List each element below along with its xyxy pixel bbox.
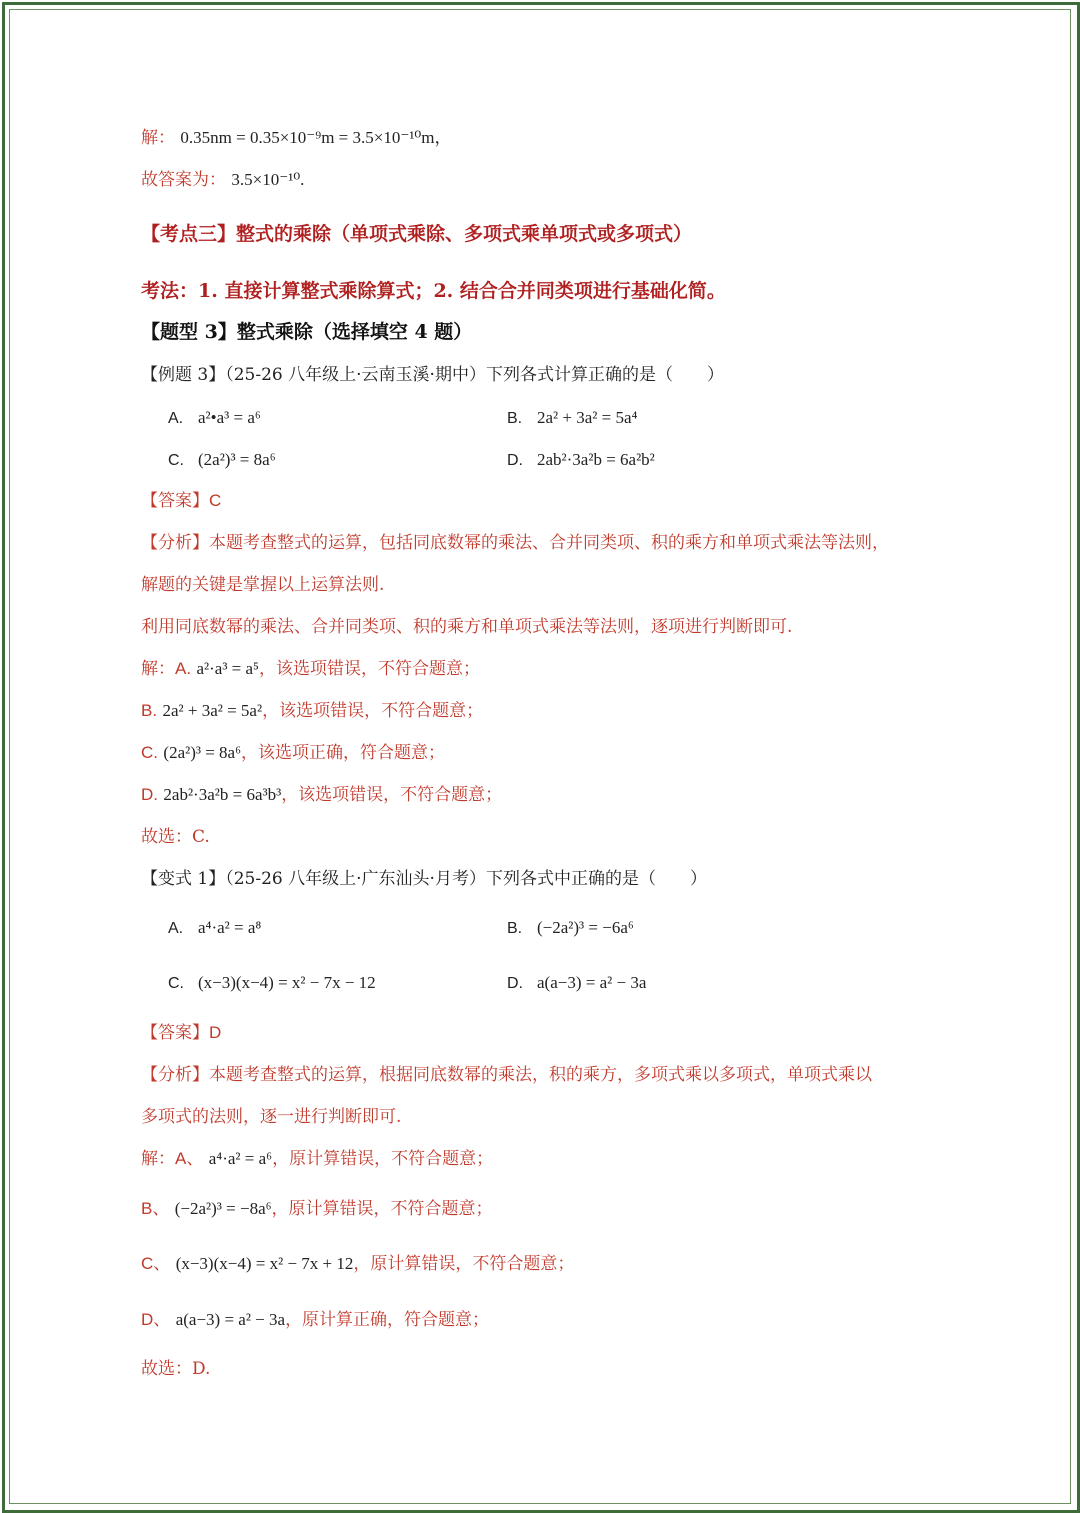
analysis-text: 本题考查整式的运算，包括同底数幂的乘法、合并同类项、积的乘方和单项式乘法等法则， xyxy=(209,533,889,553)
option-expr: (2a²)³ = 8a⁶ xyxy=(198,450,276,469)
variant-source: （25-26 八年级上·广东汕头·月考）下列各式中正确的是（ ） xyxy=(225,869,707,889)
analysis-tag: 【分析】 xyxy=(141,533,209,553)
example-option-c xyxy=(168,450,276,470)
variant-question xyxy=(141,868,707,890)
step-note: ，原计算错误，不符合题意； xyxy=(272,1149,494,1169)
step-label: B、 xyxy=(141,1199,170,1218)
prev-answer-label: 故答案为： xyxy=(141,170,226,190)
example-answer xyxy=(141,490,221,512)
step-note: ，该选项错误，不符合题意； xyxy=(281,785,503,805)
option-label: D. xyxy=(507,975,523,992)
option-label: B. xyxy=(507,410,523,427)
step-note: ，原计算正确，符合题意； xyxy=(285,1310,490,1330)
example-option-a xyxy=(168,408,261,428)
step-label: D. xyxy=(141,785,158,804)
analysis-text: 本题考查整式的运算，根据同底数幂的乘法，积的乘方，多项式乘以多项式，单项式乘以 xyxy=(209,1065,872,1085)
variant-tag: 【变式 1】 xyxy=(141,869,226,889)
option-expr: a⁴·a² = a⁸ xyxy=(198,918,262,937)
step-expr: 2ab²·3a²b = 6a³b³ xyxy=(163,785,282,804)
variant-answer xyxy=(141,1022,221,1044)
example-step-b xyxy=(141,700,483,722)
variant-conclusion: 故选：D. xyxy=(141,1359,211,1379)
analysis-tag: 【分析】 xyxy=(141,1065,209,1085)
step-label: C. xyxy=(141,743,158,762)
step-expr: (−2a²)³ = −8a⁶ xyxy=(174,1199,272,1218)
variant-step-b xyxy=(141,1198,493,1220)
answer-tag: 【答案】 xyxy=(141,491,209,511)
option-expr: (x−3)(x−4) = x² − 7x − 12 xyxy=(198,973,376,992)
step-expr: a²·a³ = a⁵ xyxy=(196,659,259,678)
answer-value: D xyxy=(209,1023,222,1042)
variant-analysis-2: 多项式的法则，逐一进行判断即可. xyxy=(141,1107,402,1127)
option-expr: (−2a²)³ = −6a⁶ xyxy=(537,918,634,937)
variant-analysis-1 xyxy=(141,1064,872,1086)
example-analysis-3: 利用同底数幂的乘法、合并同类项、积的乘方和单项式乘法等法则，逐项进行判断即可. xyxy=(141,617,793,637)
option-label: A. xyxy=(168,920,184,937)
prev-solution-expr: 0.35nm = 0.35×10⁻⁹m = 3.5×10⁻¹⁰m， xyxy=(180,128,452,147)
prev-solution-label: 解： xyxy=(141,128,175,148)
option-label: C. xyxy=(168,452,184,469)
option-expr: 2ab²·3a²b = 6a²b² xyxy=(537,450,655,469)
example-option-b xyxy=(507,408,637,428)
step-note: ，原计算错误，不符合题意； xyxy=(353,1254,575,1274)
option-label: A. xyxy=(168,410,184,427)
step-note: ，该选项正确，符合题意； xyxy=(241,743,446,763)
example-analysis-2: 解题的关键是掌握以上运算法则. xyxy=(141,575,385,595)
prev-answer-expr: 3.5×10⁻¹⁰. xyxy=(231,170,305,189)
option-expr: 2a² + 3a² = 5a⁴ xyxy=(537,408,638,427)
variant-step-c xyxy=(141,1253,574,1275)
option-expr: a²•a³ = a⁶ xyxy=(198,408,261,427)
answer-value: C xyxy=(209,491,222,510)
step-expr: a⁴·a² = a⁶ xyxy=(208,1149,273,1168)
option-label: D. xyxy=(507,452,523,469)
step-expr: (2a²)³ = 8a⁶ xyxy=(163,743,242,762)
example-option-d xyxy=(507,450,655,470)
prev-answer-line xyxy=(141,169,304,191)
example-question xyxy=(141,364,724,386)
variant-step-a xyxy=(141,1148,493,1170)
variant-step-d xyxy=(141,1309,489,1331)
step-label: A. xyxy=(175,659,192,678)
variant-option-c xyxy=(168,973,376,993)
example-step-c xyxy=(141,742,445,764)
example-tag: 【例题 3】 xyxy=(141,365,226,385)
variant-option-a xyxy=(168,918,261,938)
step-label: B. xyxy=(141,701,158,720)
answer-tag: 【答案】 xyxy=(141,1023,209,1043)
example-step-a xyxy=(141,658,480,680)
step-label: D、 xyxy=(141,1310,171,1329)
solution-label: 解： xyxy=(141,659,175,679)
option-label: B. xyxy=(507,920,523,937)
section-title: 【考点三】整式的乘除（单项式乘除、多项式乘单项式或多项式） xyxy=(141,223,693,245)
step-expr: a(a−3) = a² − 3a xyxy=(175,1310,286,1329)
prev-solution-line xyxy=(141,127,451,149)
option-label: C. xyxy=(168,975,184,992)
step-note: ，原计算错误，不符合题意； xyxy=(271,1199,493,1219)
example-source: （25-26 八年级上·云南玉溪·期中）下列各式计算正确的是（ ） xyxy=(225,365,724,385)
example-step-d xyxy=(141,784,502,806)
solution-label: 解： xyxy=(141,1149,175,1169)
step-expr: (x−3)(x−4) = x² − 7x + 12 xyxy=(175,1254,354,1273)
section-method: 考法：1. 直接计算整式乘除算式；2. 结合合并同类项进行基础化简。 xyxy=(141,280,726,302)
option-expr: a(a−3) = a² − 3a xyxy=(537,973,647,992)
step-label: C、 xyxy=(141,1254,171,1273)
variant-option-b xyxy=(507,918,634,938)
step-note: ，该选项错误，不符合题意； xyxy=(258,659,480,679)
variant-option-d xyxy=(507,973,646,993)
example-conclusion: 故选：C. xyxy=(141,827,210,847)
step-label: A、 xyxy=(175,1149,204,1168)
example-analysis-1 xyxy=(141,532,889,554)
type-title: 【题型 3】整式乘除（选择填空 4 题） xyxy=(141,321,473,343)
step-expr: 2a² + 3a² = 5a² xyxy=(162,701,263,720)
step-note: ，该选项错误，不符合题意； xyxy=(262,701,484,721)
